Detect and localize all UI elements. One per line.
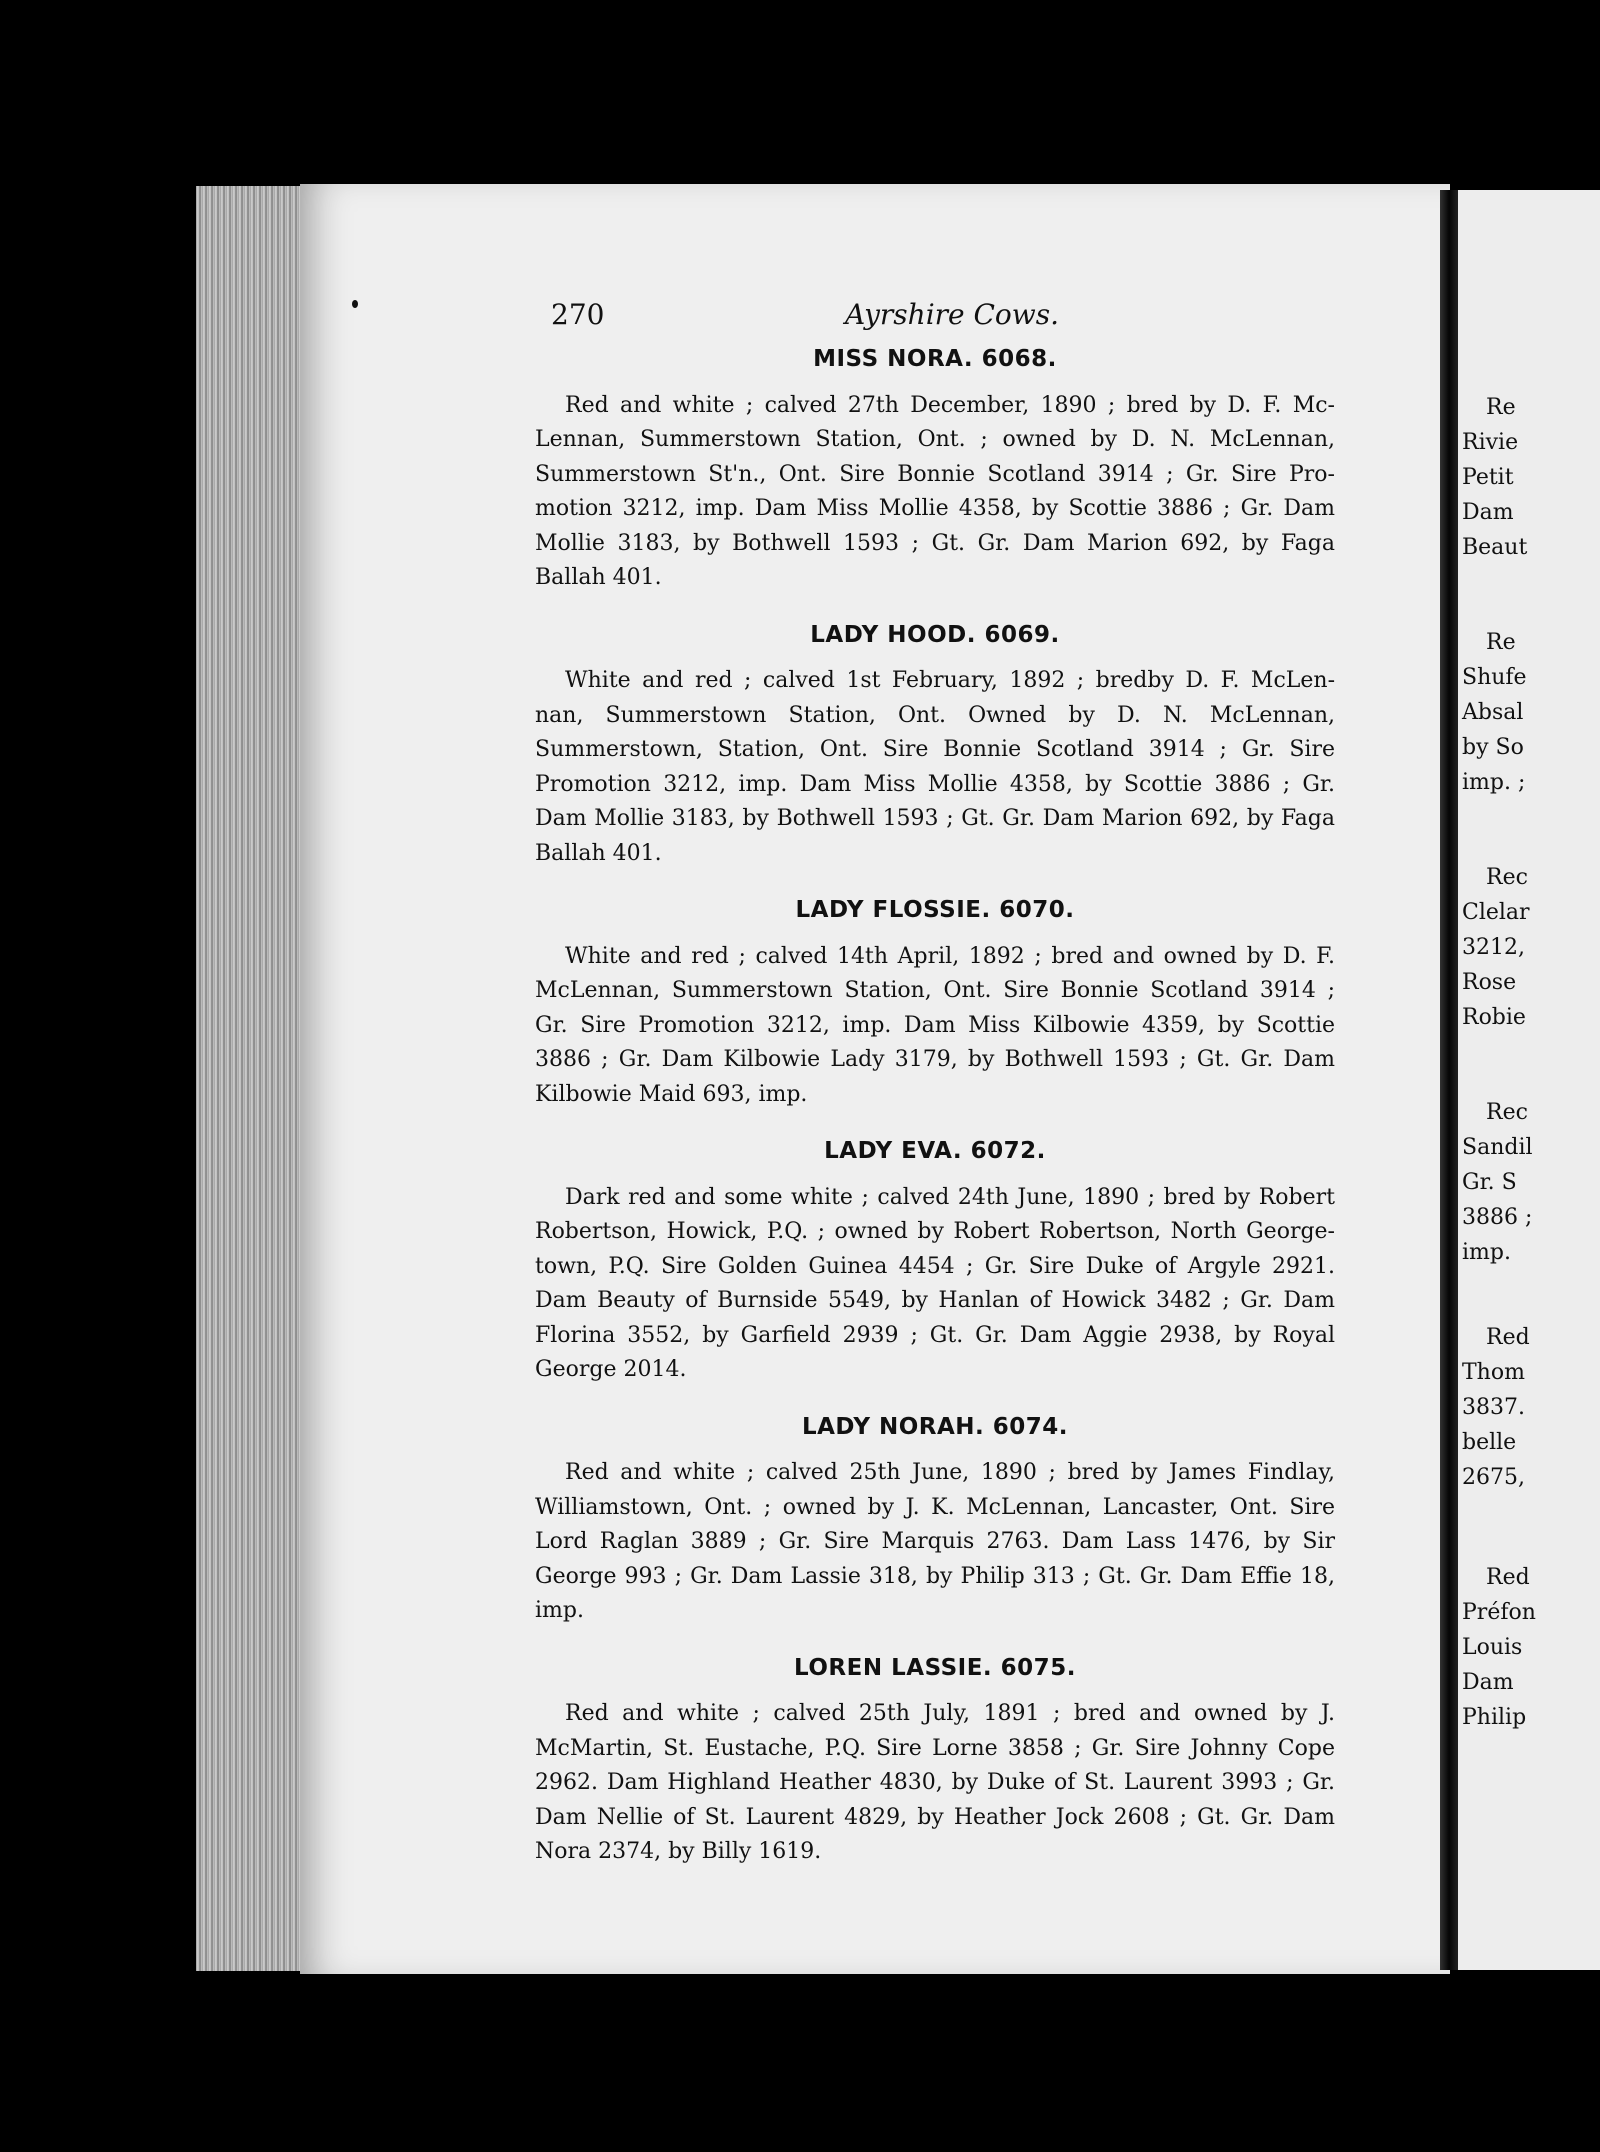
next-page-text: Robie — [1462, 1005, 1526, 1030]
next-page-text: Rivie — [1462, 430, 1519, 455]
entry — [535, 1651, 1335, 1870]
entry-body: White and red ; calved 14th April, 1892 ; bred and owned by D. F. McLennan, Summerstown Station, Ont. Sire Bonnie Scotland 3914 ; Gr. Sire Promotion 3212, imp. Dam Miss Kilbowie 4359, by Scottie 3886 ; Gr. Dam Kilbowie Lady 3179, by Bothwell 1593 ; Gt. Gr. Dam Kilbowie Maid 693, imp. — [535, 943, 1335, 1107]
entry-title: LADY HOOD. 6069. — [810, 621, 1060, 648]
right-page-fragment — [1458, 190, 1600, 1970]
entry — [535, 1410, 1335, 1629]
next-page-text: Re — [1486, 630, 1516, 655]
entry-title: LADY NORAH. 6074. — [801, 1413, 1069, 1440]
next-page-text: Red — [1486, 1565, 1530, 1590]
next-page-text: imp. ; — [1462, 770, 1526, 795]
entry — [535, 893, 1335, 1112]
next-page-text: Petit — [1462, 465, 1514, 490]
next-page-text: Beaut — [1462, 535, 1528, 560]
next-page-text: imp. — [1462, 1240, 1511, 1265]
running-header — [535, 290, 1335, 336]
entry — [535, 618, 1335, 872]
next-page-text: Re — [1486, 395, 1516, 420]
entry — [535, 1134, 1335, 1388]
entry-title: LADY EVA. 6072. — [824, 1138, 1046, 1164]
entry-title: LADY FLOSSIE. 6070. — [795, 897, 1075, 923]
next-page-text: Louis — [1462, 1635, 1523, 1660]
book-gutter — [1440, 190, 1458, 1970]
next-page-text: Red — [1486, 1325, 1530, 1350]
next-page-text: Sandil — [1462, 1135, 1533, 1160]
next-page-text: Préfon — [1462, 1600, 1536, 1625]
page-text-column — [535, 290, 1335, 1892]
next-page-text: by So — [1462, 735, 1524, 760]
next-page-text: Shufe — [1462, 665, 1527, 690]
next-page-text: Dam — [1462, 500, 1514, 525]
entry-body: Dark red and some white ; calved 24th June, 1890 ; bred by Robert Robertson, Howick, P.Q. ; owned by Robert Robertson, North George- town, P.Q. Sire Golden Guinea 4454 ; Gr. Sire Duke of Argyle 2921. Dam Beauty of Burnside 5549, by Hanlan of Howick 3482 ; Gr. Dam Florina 3552, by Garfield 2939 ; Gt. Gr. Dam Aggie 2938, by Royal George 2014. — [535, 1184, 1335, 1382]
next-page-text: 2675, — [1462, 1465, 1525, 1490]
next-page-text: Dam — [1462, 1670, 1514, 1695]
next-page-text: Philip — [1462, 1705, 1527, 1730]
book-page-edges — [196, 186, 316, 1971]
running-title: Ayrshire Cows. — [845, 298, 1060, 331]
entry — [535, 342, 1335, 596]
next-page-text: Thom — [1462, 1360, 1525, 1385]
entry-title: MISS NORA. 6068. — [813, 346, 1057, 372]
next-page-text: 3212, — [1462, 935, 1525, 960]
next-page-text: Rec — [1486, 865, 1528, 890]
next-page-text: 3886 ; — [1462, 1205, 1533, 1230]
next-page-text: Rose — [1462, 970, 1517, 995]
entry-title: LOREN LASSIE. 6075. — [794, 1654, 1076, 1681]
next-page-text: 3837. — [1462, 1395, 1525, 1420]
entry-body: Red and white ; calved 25th July, 1891 ; bred and owned by J. McMartin, St. Eustache, P.Q. Sire Lorne 3858 ; Gr. Sire Johnny Cope 2962. Dam Highland Heather 4830, by Duke of St. Laurent 3993 ; Gr. Dam Nellie of St. Laurent 4829, by Heather Jock 2608 ; Gt. Gr. Dam Nora 2374, by Billy 1619. — [535, 1701, 1335, 1864]
next-page-text: belle — [1462, 1430, 1517, 1455]
next-page-text: Clelar — [1462, 900, 1530, 925]
entry-body: Red and white ; calved 25th June, 1890 ; bred by James Findlay, Williamstown, Ont. ; owned by J. K. McLennan, Lancaster, Ont. Sire Lord Raglan 3889 ; Gr. Sire Marquis 2763. Dam Lass 1476, by Sir George 993 ; Gr. Dam Lassie 318, by Philip 313 ; Gt. Gr. Dam Effie 18, imp. — [535, 1460, 1335, 1623]
entry-body: Red and white ; calved 27th December, 1890 ; bred by D. F. Mc- Lennan, Summerstown Station, Ont. ; owned by D. N. McLennan, Summerstown St'n., Ont. Sire Bonnie Scotland 3914 ; Gr. Sire Pro- motion 3212, imp. Dam Miss Mollie 4358, by Scottie 3886 ; Gr. Dam Mollie 3183, by Bothwell 1593 ; Gt. Gr. Dam Marion 692, by Faga Ballah 401. — [535, 392, 1335, 590]
next-page-text: Gr. S — [1462, 1170, 1517, 1195]
entry-body: White and red ; calved 1st February, 1892 ; bredby D. F. McLen- nan, Summerstown Station, Ont. Owned by D. N. McLennan, Summerstown, Station, Ont. Sire Bonnie Scotland 3914 ; Gr. Sire Promotion 3212, imp. Dam Miss Mollie 4358, by Scottie 3886 ; Gr. Dam Mollie 3183, by Bothwell 1593 ; Gt. Gr. Dam Marion 692, by Faga Ballah 401. — [535, 668, 1335, 866]
scan-speck — [352, 300, 358, 308]
next-page-text: Absal — [1462, 700, 1524, 725]
page-number: 270 — [551, 298, 605, 331]
next-page-text: Rec — [1486, 1100, 1528, 1125]
